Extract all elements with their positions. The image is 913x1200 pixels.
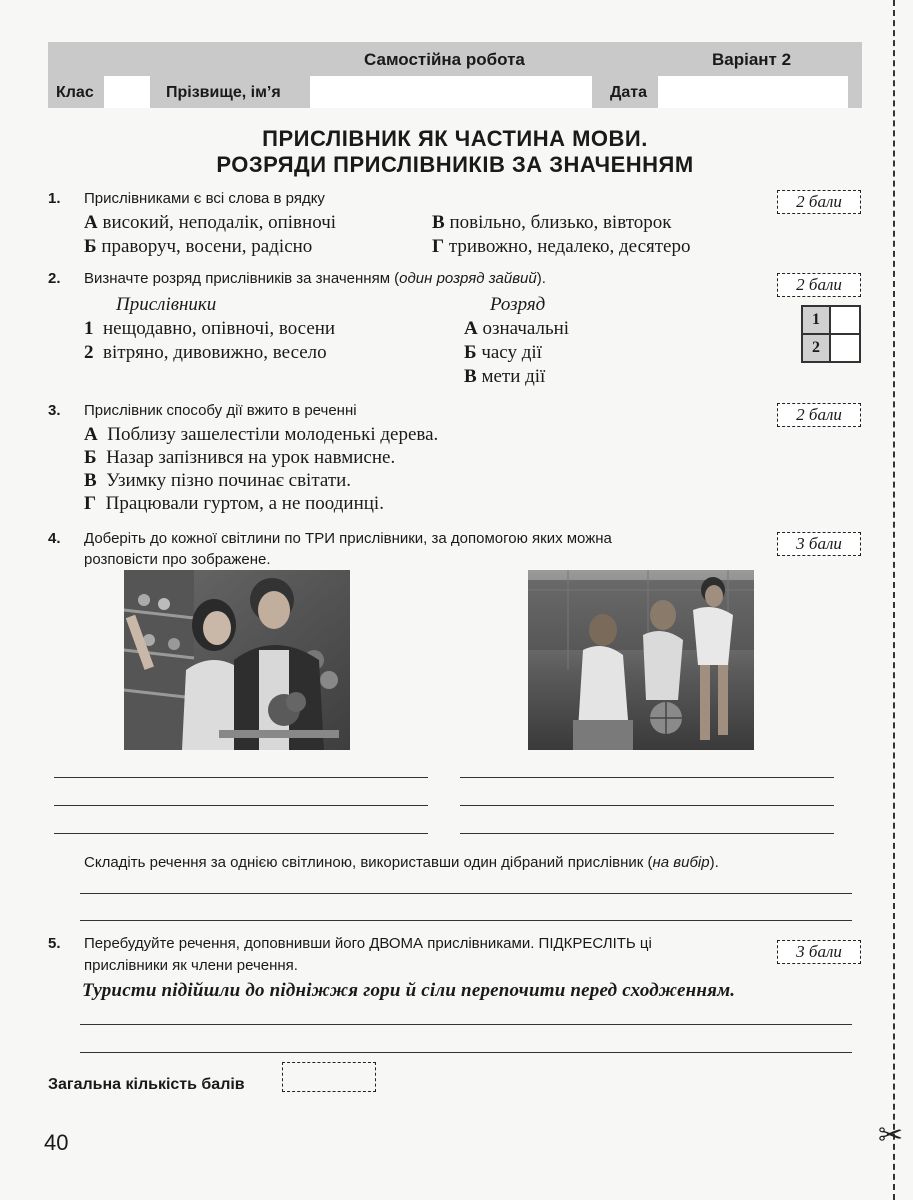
q1-text: Прислівниками є всі слова в рядку (84, 190, 325, 207)
worksheet-header (48, 42, 862, 108)
date-field[interactable] (658, 76, 848, 108)
q5-answer-line-1[interactable] (80, 1024, 852, 1025)
q4-answer-line-left-3[interactable] (54, 833, 428, 834)
q2-answer-grid (801, 305, 861, 363)
q4-answer-line-left-2[interactable] (54, 805, 428, 806)
supermarket-photo (124, 570, 350, 750)
q4-answer-line-left-1[interactable] (54, 777, 428, 778)
q2-text: Визначте розряд прислівників за значенням (один розряд зайвий). (84, 270, 546, 287)
q4-answer-line-right-3[interactable] (460, 833, 834, 834)
option-letter: А (84, 212, 98, 233)
q3-option-h[interactable]: Г Працювали гуртом, а не поодинці. (84, 493, 384, 514)
page-number: 40 (44, 1130, 69, 1155)
option-text: праворуч, восени, радісно (101, 236, 313, 257)
total-score-label: Загальна кількість балів (48, 1076, 245, 1093)
worksheet-title: Самостійна робота (364, 50, 525, 69)
q3-number: 3. (48, 402, 61, 419)
variant-label: Варіант 2 (712, 50, 792, 69)
q4-number: 4. (48, 530, 61, 547)
total-score-box[interactable] (282, 1062, 376, 1092)
q2-right-header: Розряд (490, 294, 546, 315)
q2-left-item-2: 2 вітряно, дивовижно, весело (84, 342, 327, 363)
q2-left-item-1: 1 нещодавно, опівночі, восени (84, 318, 336, 339)
grid-row-label-2: 2 (802, 334, 830, 362)
q1-option-b[interactable] (84, 236, 312, 258)
class-label: Клас (56, 84, 94, 101)
option-letter: В (432, 212, 445, 233)
q5-text-line-2: прислівники як члени речення. (84, 957, 298, 974)
q1-number: 1. (48, 190, 61, 207)
q4-text-line-1: Доберіть до кожної світлини по ТРИ прислівники, за допомогою яких можна (84, 530, 612, 547)
q3-option-v[interactable]: В Узимку пізно починає світати. (84, 470, 352, 491)
class-field[interactable] (104, 76, 150, 108)
q3-option-a[interactable]: А Поблизу зашелестіли молоденькі дерева. (84, 424, 439, 445)
page-title-line-1: ПРИСЛІВНИК ЯК ЧАСТИНА МОВИ. (262, 126, 648, 151)
date-label: Дата (610, 84, 648, 101)
q5-text-line-1: Перебудуйте речення, доповнивши його ДВОМА прислівниками. ПІДКРЕСЛІТЬ ці (84, 935, 652, 952)
q4-sentence-line-1[interactable] (80, 893, 852, 894)
option-letter: Г (432, 236, 445, 257)
grid-answer-cell-1[interactable] (830, 306, 860, 334)
q2-right-item-b: Б часу дії (464, 342, 542, 363)
q4-answer-line-right-1[interactable] (460, 777, 834, 778)
name-field[interactable] (310, 76, 592, 108)
q1-option-v[interactable] (432, 212, 671, 234)
q4-text-line-2: розповісти про зображене. (84, 551, 271, 568)
option-text: високий, неподалік, опівночі (102, 212, 337, 233)
q3-score-box: 2 бали (777, 403, 861, 427)
page-title-line-2: РОЗРЯДИ ПРИСЛІВНИКІВ ЗА ЗНАЧЕННЯМ (216, 152, 694, 177)
q2-right-item-a: А означальні (464, 318, 570, 339)
q5-sentence: Туристи підійшли до підніжжя гори й сіли перепочити перед сходженням. (82, 980, 736, 1001)
q4-score-box: 3 бали (777, 532, 861, 556)
q5-number: 5. (48, 935, 61, 952)
grid-answer-cell-2[interactable] (830, 334, 860, 362)
q5-answer-line-2[interactable] (80, 1052, 852, 1053)
scissors-icon: ✂ (878, 1118, 904, 1153)
name-label: Прізвище, ім’я (166, 84, 281, 101)
q4-sentence-line-2[interactable] (80, 920, 852, 921)
option-text: повільно, близько, вівторок (449, 212, 672, 233)
q2-right-item-v: В мети дії (464, 366, 546, 387)
option-letter: Б (84, 236, 97, 257)
q3-text: Прислівник способу дії вжито в реченні (84, 402, 357, 419)
q2-left-header: Прислівники (116, 294, 217, 315)
q1-option-h[interactable] (432, 236, 691, 258)
q2-score-box: 2 бали (777, 273, 861, 297)
q3-option-b[interactable]: Б Назар запізнився на урок навмисне. (84, 447, 396, 468)
q1-option-a[interactable] (84, 212, 336, 234)
cut-line (893, 0, 895, 1200)
q2-number: 2. (48, 270, 61, 287)
q1-score-box: 2 бали (777, 190, 861, 214)
q5-score-box: 3 бали (777, 940, 861, 964)
grid-row-label-1: 1 (802, 306, 830, 334)
basketball-photo (528, 570, 754, 750)
q4-answer-line-right-2[interactable] (460, 805, 834, 806)
option-text: тривожно, недалеко, десятеро (448, 236, 691, 257)
q4-sub-task: Складіть речення за однією світлиною, використавши один дібраний прислівник (на вибір). (84, 854, 719, 871)
